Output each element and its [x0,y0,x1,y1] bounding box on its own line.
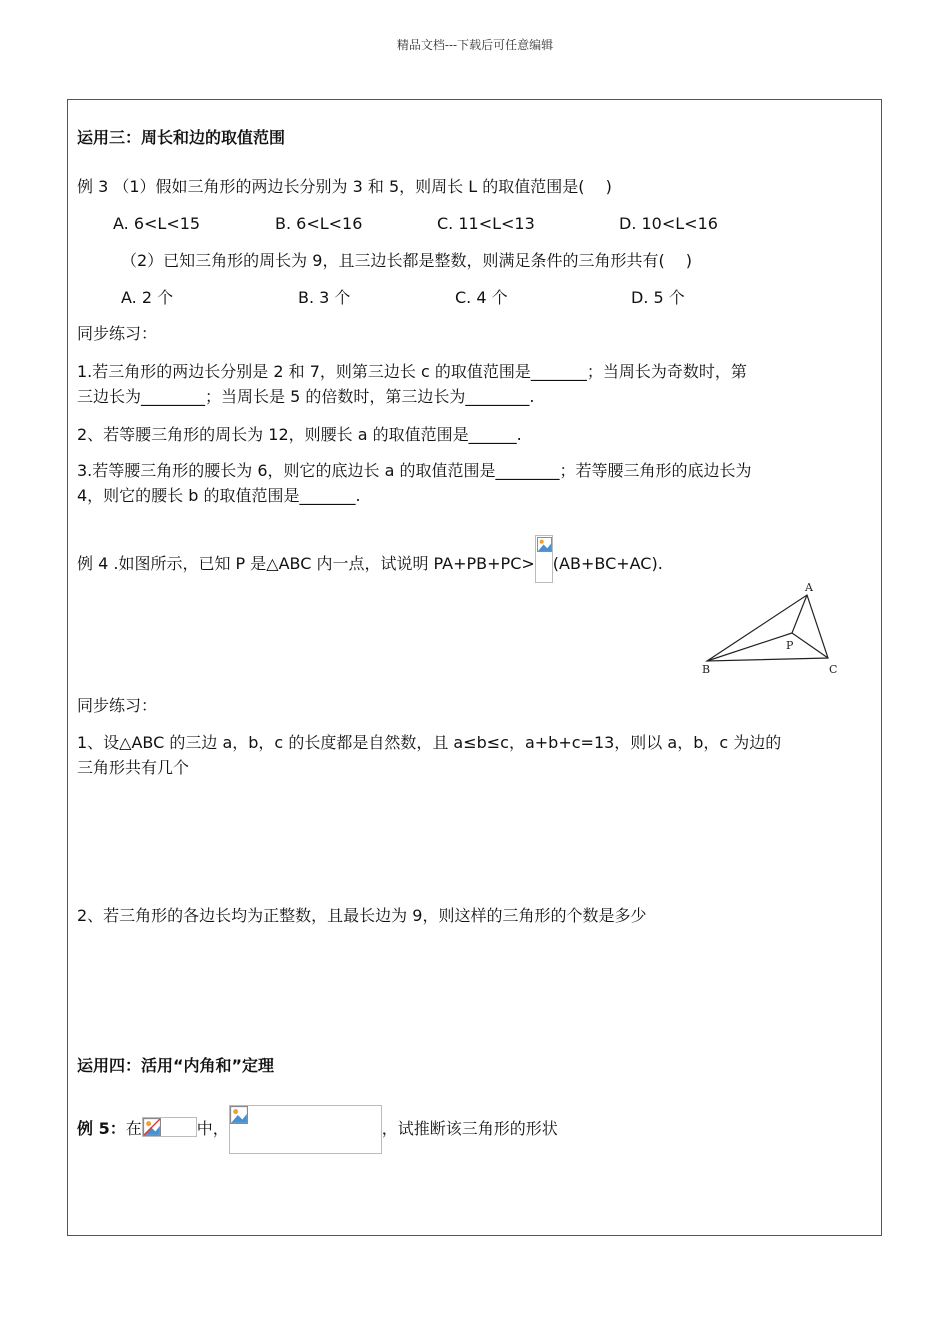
triangle-figure [698,578,844,678]
option-d: D. 5 个 [631,288,685,307]
example-4-text-before: 例 4 .如图所示，已知 P 是△ABC 内一点，试说明 PA+PB+PC> [77,554,535,573]
example-5 [77,1105,558,1154]
practice-2-item-2: 2、若三角形的各边长均为正整数，且最长边为 9，则这样的三角形的个数是多少 [77,906,647,925]
option-c: C. 11<L<13 [437,214,535,233]
segment-pc [792,633,828,658]
label-c: C [829,663,838,676]
broken-image-icon [230,1106,248,1124]
practice-1-item-3-line-1: 3.若等腰三角形的腰长为 6，则它的底边长 a 的取值范围是________；若等腰三角形的底边长为 [77,461,752,480]
practice-1-item-1-line-2: 三边长为________；当周长是 5 的倍数时，第三边长为________. [77,387,535,406]
label-a: A [805,581,813,594]
example-3-q1-options [113,214,718,234]
practice-1-item-1-line-1: 1.若三角形的两边长分别是 2 和 7，则第三边长 c 的取值范围是_______；当周长为奇数时，第 [77,362,747,381]
option-c: C. 4 个 [455,288,508,307]
section-title-4: 运用四：活用“内角和”定理 [77,1056,275,1075]
practice-2-item-1-line-2: 三角形共有几个 [77,758,190,777]
triangle-image-placeholder [142,1117,197,1137]
practice-1-item-2: 2、若等腰三角形的周长为 12，则腰长 a 的取值范围是______. [77,425,522,444]
label-p: P [786,639,794,652]
option-a: A. 2 个 [121,288,174,307]
segment-pa [792,595,807,633]
label-b: B [702,663,711,676]
condition-image-placeholder [229,1105,382,1154]
example-5-label: 例 5： [77,1119,126,1138]
example-3-q2-options [121,288,685,308]
example-3-question-2: （2）已知三角形的周长为 9，且三边长都是整数，则满足条件的三角形共有( ) [121,251,693,270]
example-4 [77,535,663,583]
option-b: B. 6<L<16 [275,214,363,233]
practice-label-2: 同步练习： [77,696,158,715]
example-5-text-2: 中， [196,1119,229,1138]
broken-image-icon [143,1118,161,1136]
segment-pb [707,633,792,661]
fraction-image-placeholder [535,535,553,583]
page-header: 精品文档---下载后可任意编辑 [396,38,554,52]
triangle-abc [707,595,828,661]
practice-1-item-3-line-2: 4，则它的腰长 b 的取值范围是_______. [77,486,361,505]
broken-image-icon [537,537,552,552]
example-4-text-after: (AB+BC+AC). [552,554,663,573]
option-a: A. 6<L<15 [113,214,201,233]
option-b: B. 3 个 [298,288,351,307]
example-5-text-1: 在 [125,1119,142,1138]
section-title-3: 运用三：周长和边的取值范围 [77,128,286,147]
example-3-question-1: 例 3 （1）假如三角形的两边长分别为 3 和 5，则周长 L 的取值范围是( ) [77,177,612,196]
example-5-text-3: ，试推断该三角形的形状 [381,1119,558,1138]
practice-2-item-1-line-1: 1、设△ABC 的三边 a，b，c 的长度都是自然数，且 a≤b≤c，a+b+c=13，则以 a，b，c 为边的 [77,733,782,752]
option-d: D. 10<L<16 [619,214,718,233]
practice-label-1: 同步练习： [77,324,158,343]
